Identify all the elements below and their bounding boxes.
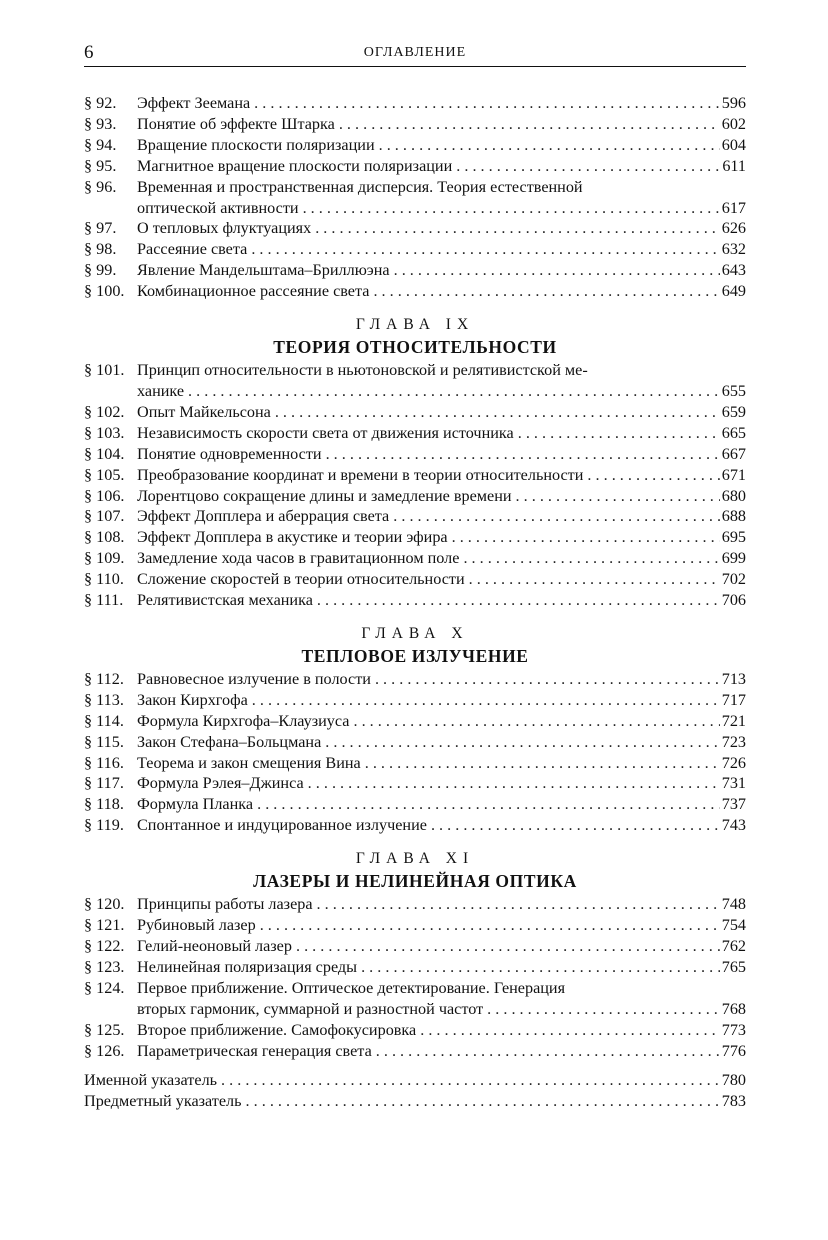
page-ref: 643 — [721, 261, 746, 280]
entry-body — [137, 402, 746, 423]
dot-leader — [299, 198, 720, 219]
entry-body — [137, 548, 746, 569]
entry-last-line — [137, 794, 746, 815]
index-entries — [84, 1070, 746, 1112]
entry-body — [137, 732, 746, 753]
entry-last-line — [137, 753, 746, 774]
entry-title: Принципы работы лазера — [137, 895, 313, 914]
entry-last-line — [137, 198, 746, 219]
dot-leader — [313, 590, 720, 611]
entry-title: Преобразование координат и времени в теории относительности — [137, 465, 584, 484]
entry-body — [137, 93, 746, 114]
entry-body — [137, 156, 746, 177]
page-ref: 671 — [721, 465, 746, 484]
entry-body — [137, 957, 746, 978]
table-of-contents — [84, 93, 746, 1112]
entry-title: Гелий-неоновый лазер — [137, 937, 292, 955]
toc-entry — [84, 506, 746, 527]
section-number: § 105. — [84, 465, 125, 484]
section-number: § 93. — [84, 114, 117, 133]
entry-last-line — [137, 1041, 746, 1062]
entry-last-line — [137, 506, 746, 527]
page-ref: 702 — [721, 570, 746, 589]
entry-last-line — [137, 1020, 746, 1041]
entry-title: ханике — [137, 381, 185, 400]
section-number: § 95. — [84, 156, 117, 175]
entry-last-line — [137, 444, 746, 465]
entry-last-line — [137, 915, 746, 936]
section-number: § 122. — [84, 937, 125, 955]
toc-entry — [84, 260, 746, 281]
section-number: § 104. — [84, 444, 125, 463]
entry-title: Комбинационное рассеяние света — [137, 282, 370, 301]
entry-body — [137, 360, 746, 402]
entry-title: Формула Планка — [137, 795, 254, 814]
dot-leader — [459, 548, 720, 569]
toc-entry — [84, 669, 746, 690]
entry-last-line — [137, 732, 746, 753]
page-ref: 776 — [721, 1041, 746, 1060]
dot-leader — [292, 936, 720, 957]
entry-title: Понятие об эффекте Штарка — [137, 114, 335, 133]
dot-leader — [217, 1070, 720, 1091]
section-number: § 113. — [84, 690, 124, 709]
section-number: § 118. — [84, 795, 124, 814]
toc-entry — [84, 360, 746, 402]
dot-leader — [375, 135, 720, 156]
entry-body — [137, 894, 746, 915]
toc-entry — [84, 815, 746, 836]
dot-leader — [335, 114, 720, 135]
entry-last-line — [137, 135, 746, 156]
entry-last-line — [137, 486, 746, 507]
dot-leader — [313, 894, 720, 915]
dot-leader — [465, 569, 720, 590]
page-ref: 617 — [721, 198, 746, 217]
toc-entry — [84, 753, 746, 774]
entry-body — [137, 590, 746, 611]
entry-body — [137, 669, 746, 690]
section-number: § 116. — [84, 753, 124, 772]
entry-title: Закон Стефана–Больцмана — [137, 732, 322, 751]
entry-last-line — [137, 260, 746, 281]
toc-entry — [84, 915, 746, 936]
toc-entry — [84, 114, 746, 135]
entry-title: О тепловых флуктуациях — [137, 219, 312, 238]
entry-last-line — [137, 711, 746, 732]
page-ref: 723 — [721, 732, 746, 751]
toc-entry — [84, 135, 746, 156]
page-number: 6 — [84, 42, 94, 63]
section-number: § 121. — [84, 916, 125, 935]
dot-leader — [452, 156, 720, 177]
entry-title-line: Первое приближение. Оптическое детектирование. Генерация — [137, 978, 566, 997]
entry-last-line — [137, 381, 746, 402]
section-number: § 101. — [84, 361, 125, 380]
toc-entry — [84, 711, 746, 732]
page-ref: 632 — [721, 240, 746, 259]
toc-entry — [84, 1020, 746, 1041]
entry-body — [137, 506, 746, 527]
dot-leader — [357, 957, 720, 978]
entry-body — [137, 260, 746, 281]
entry-body — [137, 1041, 746, 1062]
entry-body — [137, 569, 746, 590]
index-entry — [84, 1091, 746, 1112]
entry-last-line — [137, 936, 746, 957]
section-number: § 125. — [84, 1020, 125, 1039]
entry-title: оптической активности — [137, 198, 299, 217]
section-number: § 123. — [84, 957, 125, 976]
entry-title: Замедление хода часов в гравитационном поле — [137, 549, 460, 568]
page-ref: 659 — [721, 402, 746, 421]
entry-last-line — [137, 93, 746, 114]
page-ref: 762 — [721, 937, 746, 955]
toc-entry — [84, 794, 746, 815]
chapter-heading — [84, 314, 746, 359]
page-ref: 768 — [721, 999, 746, 1018]
dot-leader — [247, 239, 720, 260]
section-number: § 115. — [84, 732, 124, 751]
entry-body — [137, 690, 746, 711]
entry-title: Опыт Майкельсона — [137, 402, 271, 421]
entry-title: Второе приближение. Самофокусировка — [137, 1020, 417, 1039]
entry-title: Лорентцово сокращение длины и замедление времени — [137, 486, 512, 505]
section-number: § 106. — [84, 486, 125, 505]
entry-body — [137, 177, 746, 219]
section-number: § 114. — [84, 711, 124, 730]
dot-leader — [512, 486, 720, 507]
page-ref: 743 — [721, 816, 746, 835]
toc-entry — [84, 239, 746, 260]
dot-leader — [483, 999, 720, 1020]
entry-last-line — [137, 527, 746, 548]
toc-entry — [84, 218, 746, 239]
entry-body — [137, 1020, 746, 1041]
chapter-label: ГЛАВА IX — [355, 316, 475, 334]
entry-body — [137, 423, 746, 444]
chapter-title: ЛАЗЕРЫ И НЕЛИНЕЙНАЯ ОПТИКА — [253, 871, 577, 892]
dot-leader — [390, 260, 720, 281]
entry-title: Рассеяние света — [137, 240, 248, 259]
entry-last-line — [137, 773, 746, 794]
dot-leader — [389, 506, 720, 527]
entry-body — [137, 114, 746, 135]
dot-leader — [271, 402, 720, 423]
toc-entry — [84, 281, 746, 302]
entry-last-line — [137, 590, 746, 611]
toc-entry — [84, 690, 746, 711]
toc-entry — [84, 465, 746, 486]
toc-page — [84, 40, 746, 1112]
entry-title: Релятивистская механика — [137, 591, 313, 610]
entry-body — [137, 218, 746, 239]
chapter-label: ГЛАВА X — [361, 624, 469, 642]
section-number: § 109. — [84, 549, 125, 568]
running-title: ОГЛАВЛЕНИЕ — [363, 45, 467, 60]
index-title: Предметный указатель — [84, 1092, 242, 1111]
entry-title: Явление Мандельштама–Бриллюэна — [137, 261, 390, 280]
dot-leader — [583, 465, 720, 486]
page-ref: 667 — [721, 444, 746, 463]
page-ref: 721 — [721, 711, 746, 730]
section-number: § 97. — [84, 219, 117, 238]
section-number: § 108. — [84, 528, 125, 547]
page-ref: 699 — [721, 549, 746, 568]
toc-entry — [84, 402, 746, 423]
dot-leader — [250, 93, 720, 114]
page-ref: 706 — [721, 591, 746, 610]
entry-title: Понятие одновременности — [137, 444, 322, 463]
page-ref: 717 — [721, 690, 746, 709]
section-number: § 120. — [84, 895, 125, 914]
section-number: § 112. — [84, 669, 124, 688]
dot-leader — [416, 1020, 720, 1041]
page-ref: 665 — [721, 423, 746, 442]
entry-last-line — [137, 423, 746, 444]
entry-body — [137, 527, 746, 548]
entry-body — [137, 978, 746, 1020]
toc-entry — [84, 423, 746, 444]
page-ref: 611 — [722, 156, 746, 175]
page-ref: 596 — [721, 94, 746, 112]
dot-leader — [253, 794, 720, 815]
entry-body — [137, 815, 746, 836]
index-title: Именной указатель — [84, 1071, 218, 1090]
dot-leader — [369, 281, 720, 302]
toc-entry — [84, 1041, 746, 1062]
entry-last-line — [137, 114, 746, 135]
toc-entry — [84, 444, 746, 465]
page-ref: 602 — [721, 114, 746, 133]
dot-leader — [311, 218, 720, 239]
section-number: § 92. — [84, 94, 117, 112]
entry-last-line — [137, 957, 746, 978]
entry-title: Эффект Зеемана — [137, 94, 251, 112]
page-ref: 726 — [721, 753, 746, 772]
entry-body — [137, 936, 746, 957]
toc-entry — [84, 732, 746, 753]
section-number: § 110. — [84, 570, 124, 589]
dot-leader — [372, 1041, 720, 1062]
entry-body — [137, 753, 746, 774]
page-ref: 626 — [721, 219, 746, 238]
dot-leader — [248, 690, 720, 711]
entry-last-line — [137, 894, 746, 915]
section-number: § 103. — [84, 423, 125, 442]
entry-body — [137, 135, 746, 156]
toc-entry — [84, 93, 746, 114]
dot-leader — [321, 732, 720, 753]
entry-title: Рубиновый лазер — [137, 916, 256, 935]
dot-leader — [448, 527, 720, 548]
page-header — [84, 40, 746, 67]
page-ref: 649 — [721, 282, 746, 301]
page-ref: 754 — [721, 916, 746, 935]
dot-leader — [242, 1091, 720, 1112]
entry-title: Эффект Допплера и аберрация света — [137, 507, 390, 526]
toc-entry — [84, 486, 746, 507]
index-entry — [84, 1070, 746, 1091]
entry-last-line — [137, 156, 746, 177]
entry-body — [137, 465, 746, 486]
dot-leader — [361, 753, 720, 774]
toc-entry — [84, 894, 746, 915]
entry-title: Магнитное вращение плоскости поляризации — [137, 156, 453, 175]
page-ref: 688 — [721, 507, 746, 526]
entry-title: Сложение скоростей в теории относительности — [137, 570, 465, 589]
entry-last-line — [137, 548, 746, 569]
chapter-label: ГЛАВА XI — [355, 850, 475, 868]
toc-entry — [84, 156, 746, 177]
section-number: § 94. — [84, 135, 117, 154]
dot-leader — [184, 381, 720, 402]
section-number: § 107. — [84, 507, 125, 526]
entry-body — [137, 773, 746, 794]
entry-title: Спонтанное и индуцированное излучение — [137, 816, 427, 835]
entry-body — [137, 915, 746, 936]
toc-entry — [84, 177, 746, 219]
page-ref: 737 — [721, 795, 746, 814]
page-ref: 655 — [721, 381, 746, 400]
page-ref: 780 — [721, 1071, 746, 1090]
toc-entry — [84, 569, 746, 590]
entry-title: Формула Рэлея–Джинса — [137, 774, 304, 793]
chapter-heading — [84, 848, 746, 893]
chapter-heading — [84, 623, 746, 668]
entry-title: Теорема и закон смещения Вина — [137, 753, 361, 772]
page-ref: 748 — [721, 895, 746, 914]
entry-title: Нелинейная поляризация среды — [137, 957, 358, 976]
entry-last-line — [137, 815, 746, 836]
chapter-title: ТЕОРИЯ ОТНОСИТЕЛЬНОСТИ — [273, 337, 557, 358]
entry-last-line — [137, 999, 746, 1020]
page-ref: 765 — [721, 957, 746, 976]
page-ref: 783 — [721, 1092, 746, 1111]
entry-title-line: Временная и пространственная дисперсия. Теория естественной — [137, 177, 583, 196]
toc-entry — [84, 936, 746, 957]
entry-last-line — [137, 569, 746, 590]
toc-entry — [84, 978, 746, 1020]
entry-body — [137, 711, 746, 732]
entry-last-line — [137, 669, 746, 690]
entry-last-line — [137, 402, 746, 423]
section-number: § 126. — [84, 1041, 125, 1060]
section-number: § 117. — [84, 774, 124, 793]
section-number: § 119. — [84, 816, 124, 835]
section-number: § 124. — [84, 978, 125, 997]
section-number: § 111. — [84, 591, 124, 610]
dot-leader — [514, 423, 720, 444]
entry-last-line — [137, 239, 746, 260]
page-ref: 604 — [721, 135, 746, 154]
toc-entry — [84, 773, 746, 794]
page-ref: 713 — [721, 669, 746, 688]
entry-body — [137, 794, 746, 815]
toc-entry — [84, 590, 746, 611]
toc-entry — [84, 957, 746, 978]
dot-leader — [322, 444, 720, 465]
entry-last-line — [137, 218, 746, 239]
dot-leader — [427, 815, 720, 836]
page-ref: 680 — [721, 486, 746, 505]
entry-title: Равновесное излучение в полости — [137, 669, 371, 688]
entry-last-line — [137, 281, 746, 302]
entry-title-line: Принцип относительности в ньютоновской и релятивистской ме- — [137, 361, 588, 380]
entry-body — [137, 281, 746, 302]
entry-title: вторых гармоник, суммарной и разностной частот — [137, 999, 484, 1018]
section-number: § 99. — [84, 261, 117, 280]
entry-title: Эффект Допплера в акустике и теории эфира — [137, 528, 448, 547]
page-ref: 773 — [721, 1020, 746, 1039]
dot-leader — [304, 773, 720, 794]
entry-last-line — [137, 465, 746, 486]
page-ref: 731 — [721, 774, 746, 793]
entry-body — [137, 486, 746, 507]
page-ref: 695 — [721, 528, 746, 547]
toc-entry — [84, 548, 746, 569]
entry-body — [137, 239, 746, 260]
dot-leader — [371, 669, 720, 690]
entry-title: Формула Кирхгофа–Клаузиуса — [137, 711, 350, 730]
entry-last-line — [137, 690, 746, 711]
section-number: § 98. — [84, 240, 117, 259]
entry-title: Вращение плоскости поляризации — [137, 135, 375, 154]
section-number: § 96. — [84, 177, 117, 196]
toc-entry — [84, 527, 746, 548]
section-number: § 102. — [84, 402, 125, 421]
entry-title: Параметрическая генерация света — [137, 1041, 372, 1060]
entry-title: Закон Кирхгофа — [137, 690, 248, 709]
entry-body — [137, 444, 746, 465]
section-number: § 100. — [84, 282, 125, 301]
dot-leader — [256, 915, 720, 936]
entry-title: Независимость скорости света от движения источника — [137, 423, 514, 442]
dot-leader — [349, 711, 720, 732]
chapter-title: ТЕПЛОВОЕ ИЗЛУЧЕНИЕ — [301, 645, 529, 666]
